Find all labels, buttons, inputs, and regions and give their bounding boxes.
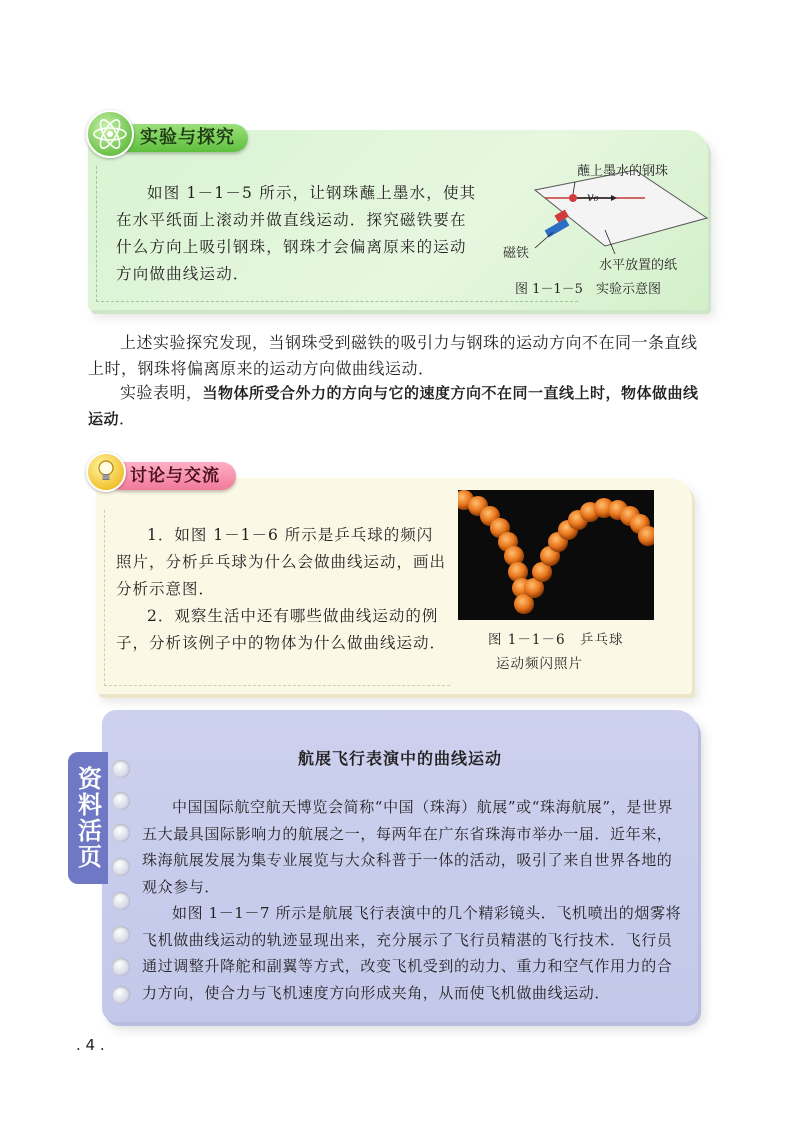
- lightbulb-icon: [86, 452, 126, 492]
- label-paper: 水平放置的纸: [599, 258, 678, 273]
- page-number: . 4 .: [76, 1036, 105, 1054]
- figure-1-1-5-caption: 图 1－1－5 实验示意图: [515, 282, 661, 297]
- body-p2-suffix: ．: [119, 409, 136, 428]
- discussion-item-2: 2．观察生活中还有哪些做曲线运动的例子，分析该例子中的物体为什么做曲线运动．: [116, 607, 447, 652]
- ping-pong-balls: [458, 490, 654, 620]
- figure-1-1-6-caption-line1: 图 1－1－6 乒乓球: [488, 632, 624, 648]
- key-conclusion: 当物体所受合外力的方向与它的速度方向不在同一直线上时，物体做曲线运动: [88, 384, 699, 428]
- ping-pong-stroboscopic-photo: [458, 490, 654, 620]
- ring-hole-icon: [112, 986, 130, 1004]
- ring-hole-icon: [112, 858, 130, 876]
- steel-ball: [569, 194, 577, 202]
- figure-1-1-6-caption-line2: 运动频闪照片: [496, 656, 583, 672]
- body-paragraph-2: [88, 380, 708, 432]
- ring-hole-icon: [112, 824, 130, 842]
- reading-paragraph-1: 中国国际航空航天博览会简称“中国（珠海）航展”或“珠海航展”，是世界五大最具国际影响力的航展之一，每两年在广东省珠海市举办一届．近年来，珠海航展发展为集专业展览与大众科普于一体的活动，吸引了来自世界各地的观众参与．: [142, 798, 674, 896]
- figure-1-1-5: [495, 150, 710, 300]
- experiment-header: [86, 110, 256, 156]
- atom-icon: [86, 110, 134, 158]
- discussion-title: 讨论与交流: [108, 462, 236, 490]
- ring-hole-icon: [112, 926, 130, 944]
- discussion-item-1: 1．如图 1－1－6 所示是乒乓球的频闪照片，分析乒乓球为什么会做曲线运动，画出分析示意图．: [116, 526, 447, 598]
- reading-title: 航展飞行表演中的曲线运动: [297, 749, 502, 768]
- experiment-text: 如图 1－1－5 所示，让钢珠蘸上墨水，使其在水平纸面上滚动并做直线运动．探究磁铁要在什么方向上吸引钢珠，钢珠才会偏离原来的运动方向做曲线运动．: [116, 184, 477, 283]
- ring-hole-icon: [112, 792, 130, 810]
- reading-text: [142, 794, 682, 1006]
- body-paragraph-1: 上述实验探究发现，当钢珠受到磁铁的吸引力与钢珠的运动方向不在同一条直线上时，钢珠将偏离原来的运动方向做曲线运动．: [88, 333, 698, 378]
- reading-tab-label: 资料活页: [73, 766, 102, 870]
- magnet: [545, 219, 570, 238]
- ring-hole-icon: [112, 958, 130, 976]
- label-steel-ball: 蘸上墨水的钢珠: [577, 164, 669, 179]
- reading-paragraph-2: 如图 1－1－7 所示是航展飞行表演中的几个精彩镜头．飞机喷出的烟雾将飞机做曲线运动的轨迹显现出来，充分展示了飞行员精湛的飞行技术．飞行员通过调整升降舵和副翼等方式，改变飞机受到的动力、重力和空气作用力的合力方向，使合力与飞机速度方向形成夹角，从而使飞机做曲线运动．: [142, 904, 682, 1002]
- ring-hole-icon: [112, 892, 130, 910]
- label-magnet: 磁铁: [503, 246, 530, 261]
- reading-tab: [68, 752, 108, 884]
- label-v0: v₀: [587, 190, 599, 204]
- body-p2-prefix: 实验表明，: [120, 383, 203, 402]
- experiment-title: 实验与探究: [116, 124, 248, 152]
- discussion-text: [116, 522, 446, 657]
